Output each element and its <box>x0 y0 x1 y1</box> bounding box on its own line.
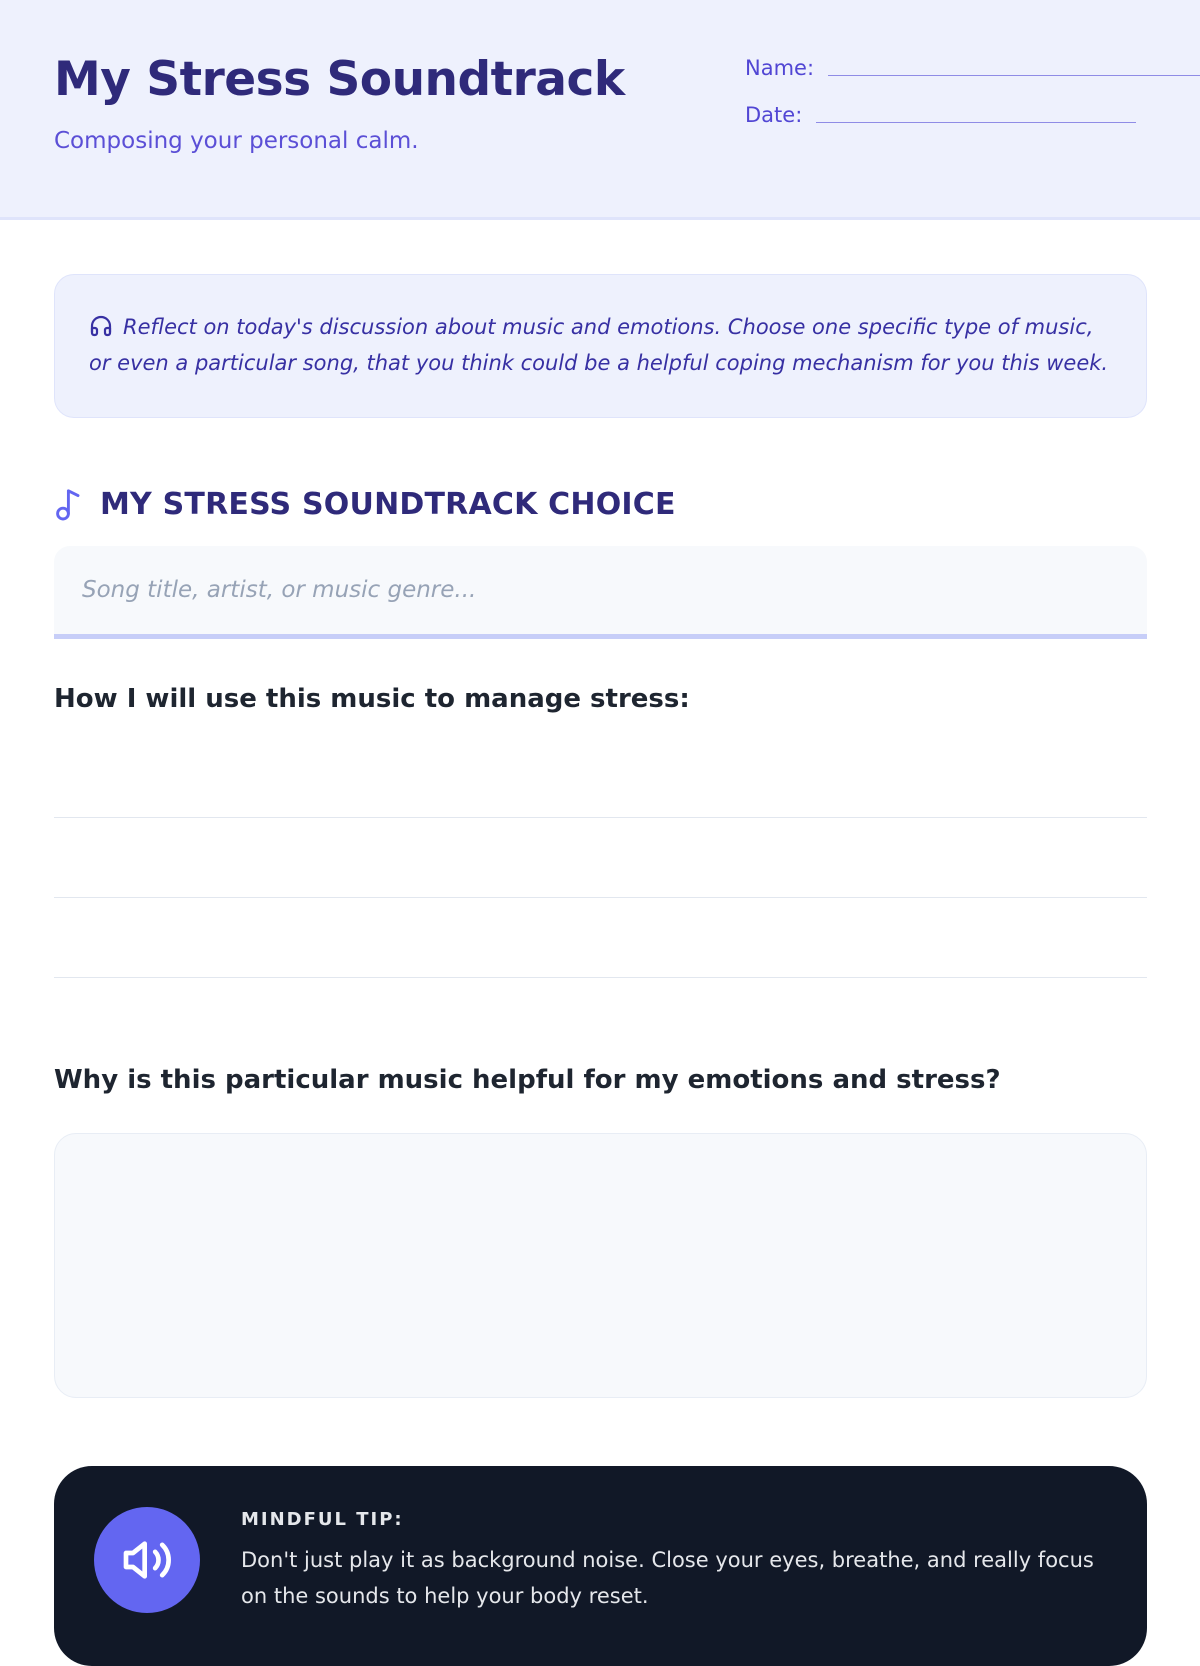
choice-section-title: MY STRESS SOUNDTRACK CHOICE <box>100 486 676 522</box>
tip-badge <box>94 1507 200 1613</box>
name-label: Name: <box>745 56 815 80</box>
instructions-text: Reflect on today's discussion about music and emotions. Choose one specific type of music, or even a particular song, that you think could be a helpful coping mechanism for you this week. <box>89 315 1109 375</box>
page-header <box>0 0 1200 220</box>
soundtrack-choice-input[interactable] <box>54 546 1147 639</box>
why-question-label: Why is this particular music helpful for my emotions and stress? <box>54 1065 1001 1095</box>
date-label: Date: <box>745 103 803 127</box>
usage-answer-line[interactable] <box>54 977 1147 978</box>
page-subtitle: Composing your personal calm. <box>54 128 419 154</box>
mindful-tip-card <box>54 1466 1147 1666</box>
music-note-icon <box>54 486 84 522</box>
why-answer-box[interactable] <box>54 1133 1147 1398</box>
usage-answer-line[interactable] <box>54 817 1147 818</box>
speaker-icon <box>119 1532 175 1588</box>
tip-title: MINDFUL TIP: <box>241 1509 404 1530</box>
usage-question-label: How I will use this music to manage stress: <box>54 684 690 714</box>
instructions-box <box>54 274 1147 418</box>
name-field[interactable] <box>745 56 1200 80</box>
choice-section-heading <box>54 486 676 522</box>
date-line[interactable] <box>816 122 1136 123</box>
tip-body: Don't just play it as background noise. Close your eyes, breathe, and really focus on the sounds to help your body reset. <box>241 1548 1094 1608</box>
page-title: My Stress Soundtrack <box>54 52 625 107</box>
date-field[interactable] <box>745 103 1136 127</box>
headphones-icon <box>89 314 113 338</box>
usage-answer-line[interactable] <box>54 897 1147 898</box>
name-line[interactable] <box>828 75 1200 76</box>
